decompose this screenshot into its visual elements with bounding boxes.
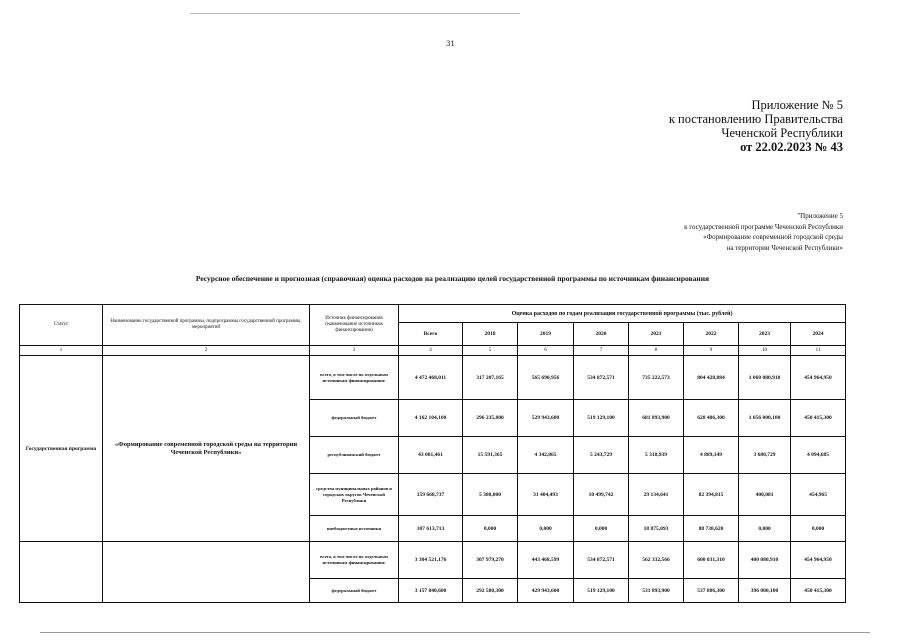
value-cell: 450 415,300: [791, 579, 846, 603]
appendix-line-3: Чеченской Республики: [721, 126, 843, 140]
value-cell: 4 342,865: [518, 437, 574, 474]
value-cell: 562 332,566: [629, 542, 684, 579]
value-cell: 4 162 104,100: [399, 400, 463, 437]
header-estimate: Оценка расходов по годам реализации государственной программы (тыс. рублей): [399, 305, 846, 323]
resource-table: [19, 304, 846, 603]
col-number: 3: [310, 346, 399, 356]
header-status: Статус: [20, 305, 103, 346]
header-year-2024: 2024: [791, 323, 846, 346]
name-cell-empty: [103, 542, 310, 603]
value-cell: 735 222,573: [629, 356, 684, 400]
page-number: 31: [446, 40, 455, 48]
value-cell: 292 580,300: [463, 579, 518, 603]
header-year-total: Всего: [399, 323, 463, 346]
program-appendix-line-3: «Формирование современной городской среды: [703, 233, 843, 241]
source-cell: всего, в том числе по отдельным источникам финансирования:: [310, 356, 399, 400]
value-cell: 628 406,300: [684, 400, 739, 437]
value-cell: 10 499,742: [574, 474, 629, 516]
value-cell: 43 081,461: [399, 437, 463, 474]
value-cell: 5 318,939: [629, 437, 684, 474]
value-cell: 534 872,571: [574, 542, 629, 579]
header-year-2019: 2019: [518, 323, 574, 346]
value-cell: 159 668,737: [399, 474, 463, 516]
scan-noise-bottom: [40, 632, 870, 633]
value-cell: 4 094,685: [791, 437, 846, 474]
value-cell: 0,000: [574, 516, 629, 542]
status-cell: Государственная программа: [20, 356, 103, 542]
program-appendix-line-4: на территории Чеченской Республики»: [726, 243, 843, 252]
value-cell: 429 943,600: [518, 579, 574, 603]
col-number: 4: [399, 346, 463, 356]
value-cell: 4 472 468,011: [399, 356, 463, 400]
col-number: 11: [791, 346, 846, 356]
value-cell: 534 872,571: [574, 356, 629, 400]
value-cell: 4 889,149: [684, 437, 739, 474]
scan-noise-top: [190, 13, 520, 14]
header-year-2023: 2023: [739, 323, 791, 346]
value-cell: 454 964,950: [791, 542, 846, 579]
value-cell: 3 157 840,600: [399, 579, 463, 603]
value-cell: 82 394,815: [684, 474, 739, 516]
value-cell: 0,000: [518, 516, 574, 542]
value-cell: 519 129,100: [574, 579, 629, 603]
value-cell: 1 060 080,910: [739, 356, 791, 400]
header-year-2022: 2022: [684, 323, 739, 346]
value-cell: 400,081: [739, 474, 791, 516]
source-cell: внебюджетные источники: [310, 516, 399, 542]
value-cell: 3 680,729: [739, 437, 791, 474]
col-number: 5: [463, 346, 518, 356]
value-cell: 31 404,493: [518, 474, 574, 516]
value-cell: 519 129,100: [574, 400, 629, 437]
appendix-block: [583, 98, 843, 154]
value-cell: 565 690,956: [518, 356, 574, 400]
value-cell: 396 000,100: [739, 579, 791, 603]
value-cell: 400 080,910: [739, 542, 791, 579]
col-number: 7: [574, 346, 629, 356]
status-cell-empty: [20, 542, 103, 603]
program-name-cell: «Формирование современной городской среды на территории Чеченской Республики»: [103, 356, 310, 542]
value-cell: 107 613,713: [399, 516, 463, 542]
value-cell: 450 415,300: [791, 400, 846, 437]
value-cell: 454 964,950: [791, 356, 846, 400]
source-cell: федеральный бюджет: [310, 400, 399, 437]
table-row: [20, 542, 846, 579]
source-cell: республиканский бюджет: [310, 437, 399, 474]
source-cell: средства муниципальных районов и городских округов Чеченской Республики: [310, 474, 399, 516]
value-cell: 531 893,900: [629, 579, 684, 603]
header-year-2020: 2020: [574, 323, 629, 346]
col-number: 9: [684, 346, 739, 356]
header-name: Наименование государственной программы, подпрограммы государственной программы, мероприятий: [103, 305, 310, 346]
program-appendix-line-1: "Приложение 5: [797, 212, 843, 220]
value-cell: 5 243,729: [574, 437, 629, 474]
col-number: 2: [103, 346, 310, 356]
appendix-line-1: Приложение № 5: [751, 98, 843, 112]
header-year-2018: 2018: [463, 323, 518, 346]
value-cell: 600 831,310: [684, 542, 739, 579]
value-cell: 0,000: [463, 516, 518, 542]
value-cell: 5 380,000: [463, 474, 518, 516]
col-number: 1: [20, 346, 103, 356]
value-cell: 15 591,365: [463, 437, 518, 474]
appendix-line-2: к постановлению Правительства: [668, 112, 843, 126]
value-cell: 88 738,620: [684, 516, 739, 542]
col-number: 8: [629, 346, 684, 356]
value-cell: 317 207,165: [463, 356, 518, 400]
value-cell: 537 806,300: [684, 579, 739, 603]
value-cell: 29 134,641: [629, 474, 684, 516]
value-cell: 804 428,884: [684, 356, 739, 400]
source-cell: всего, в том числе по отдельным источникам финансирования:: [310, 542, 399, 579]
source-cell: федеральный бюджет: [310, 579, 399, 603]
col-number: 10: [739, 346, 791, 356]
appendix-date: от 22.02.2023 № 43: [740, 140, 843, 154]
value-cell: 0,000: [739, 516, 791, 542]
table-row: [20, 356, 846, 400]
value-cell: 1 056 000,100: [739, 400, 791, 437]
value-cell: 0,000: [791, 516, 846, 542]
header-year-2021: 2021: [629, 323, 684, 346]
value-cell: 18 875,093: [629, 516, 684, 542]
value-cell: 296 235,800: [463, 400, 518, 437]
col-number: 6: [518, 346, 574, 356]
value-cell: 307 979,270: [463, 542, 518, 579]
value-cell: 3 304 521,176: [399, 542, 463, 579]
value-cell: 443 468,599: [518, 542, 574, 579]
program-appendix-line-2: к государственной программе Чеченской Республики: [684, 222, 843, 231]
document-title: Ресурсное обеспечение и прогнозная (справочная) оценка расходов на реализацию целей государственной программы по источникам финансирования: [195, 274, 710, 283]
header-source: Источник финансирования (наименование источников финансирования): [310, 305, 399, 346]
value-cell: 681 893,900: [629, 400, 684, 437]
value-cell: 529 943,600: [518, 400, 574, 437]
value-cell: 454,965: [791, 474, 846, 516]
program-appendix-block: [523, 211, 843, 253]
